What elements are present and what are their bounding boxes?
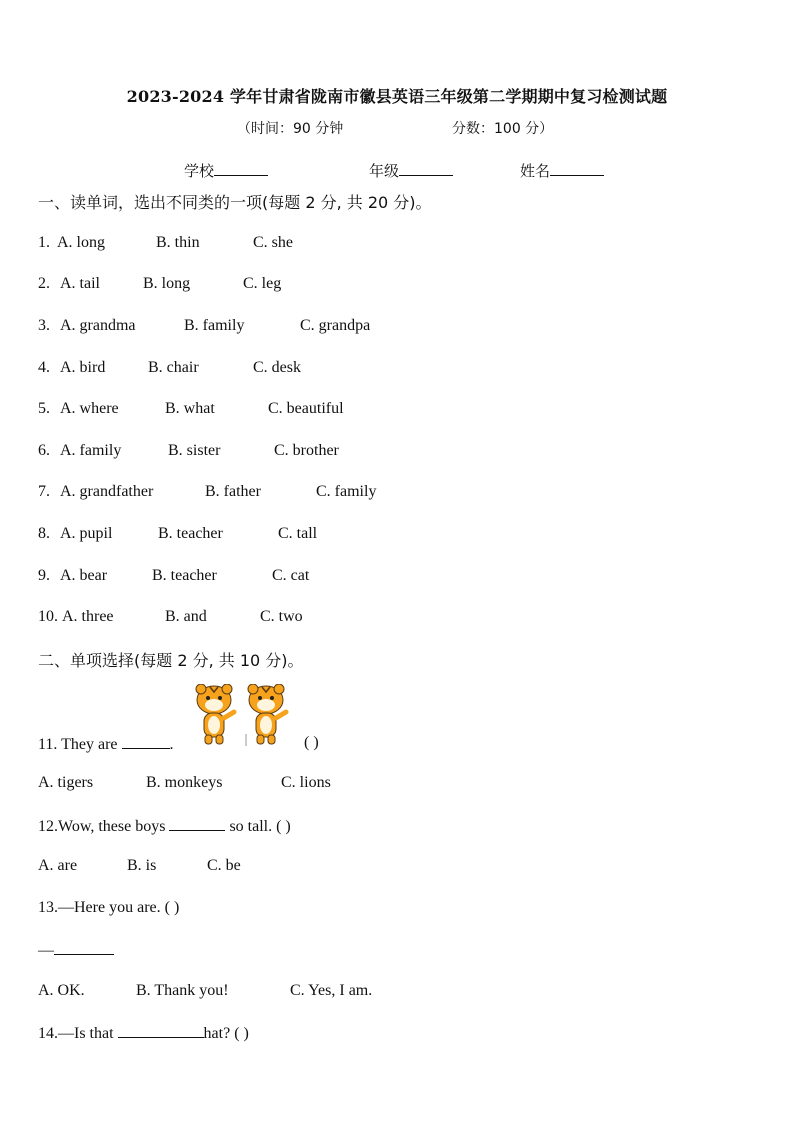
option-a[interactable]: A. long xyxy=(57,234,105,251)
option-c[interactable]: C. desk xyxy=(253,359,301,376)
option-b[interactable]: B. long xyxy=(143,275,191,292)
option-b[interactable]: B. teacher xyxy=(152,567,217,584)
question-number: 6. xyxy=(38,442,50,459)
option-b[interactable]: B. family xyxy=(184,317,245,334)
option-b[interactable]: B. father xyxy=(205,483,261,500)
school-label: 学校 xyxy=(184,162,215,180)
question-number: 8. xyxy=(38,525,50,542)
q14-blank[interactable] xyxy=(118,1023,204,1038)
option-c[interactable]: C. she xyxy=(253,234,293,251)
school-field xyxy=(184,160,268,181)
grade-label: 年级 xyxy=(369,162,400,180)
option-c[interactable]: C. family xyxy=(316,483,377,500)
q13-response-line: — xyxy=(38,940,114,960)
option-b[interactable]: B. what xyxy=(165,400,215,417)
option-a[interactable]: A. pupil xyxy=(60,525,113,542)
option-b[interactable]: B. chair xyxy=(148,359,199,376)
option-a[interactable]: A. grandma xyxy=(60,317,136,334)
option-a[interactable]: A. where xyxy=(60,400,119,417)
q11-option-b[interactable]: B. monkeys xyxy=(146,774,223,791)
option-b[interactable]: B. and xyxy=(165,608,207,625)
option-c[interactable]: C. cat xyxy=(272,567,310,584)
option-c[interactable]: C. brother xyxy=(274,442,339,459)
q12-option-b[interactable]: B. is xyxy=(127,857,157,874)
q12-option-c[interactable]: C. be xyxy=(207,857,241,874)
total-score: 分数：100 分） xyxy=(452,121,554,137)
page-title: 2023-2024 学年甘肃省陇南市徽县英语三年级第二学期期中复习检测试题 xyxy=(126,87,668,106)
q12-option-a[interactable]: A. are xyxy=(38,857,78,874)
option-a[interactable]: A. grandfather xyxy=(60,483,154,500)
question-number: 7. xyxy=(38,483,50,500)
question-number: 1. xyxy=(38,234,50,251)
q11-option-c[interactable]: C. lions xyxy=(281,774,331,791)
option-c[interactable]: C. grandpa xyxy=(300,317,371,334)
q14-text: 14.—Is that hat? ( ) xyxy=(38,1025,249,1042)
option-b[interactable]: B. teacher xyxy=(158,525,223,542)
question-number: 10. xyxy=(38,608,58,625)
q13-option-a[interactable]: A. OK. xyxy=(38,982,85,999)
tigers-illustration xyxy=(192,684,292,748)
q13-text: 13.—Here you are. ( ) xyxy=(38,899,180,916)
option-a[interactable]: A. bird xyxy=(60,359,106,376)
q11-blank[interactable] xyxy=(122,734,170,749)
q12-blank[interactable] xyxy=(169,816,225,831)
school-blank[interactable] xyxy=(214,160,268,176)
name-blank[interactable] xyxy=(550,160,604,176)
q11-option-a[interactable]: A. tigers xyxy=(38,774,94,791)
option-c[interactable]: C. two xyxy=(260,608,303,625)
q13-blank[interactable] xyxy=(54,940,114,955)
option-b[interactable]: B. sister xyxy=(168,442,221,459)
grade-blank[interactable] xyxy=(399,160,453,176)
question-number: 2. xyxy=(38,275,50,292)
name-field xyxy=(520,160,604,181)
option-a[interactable]: A. tail xyxy=(60,275,100,292)
question-number: 9. xyxy=(38,567,50,584)
time-limit: （时间：90 分钟 xyxy=(237,121,344,137)
q13-option-c[interactable]: C. Yes, I am. xyxy=(290,982,373,999)
q12-text: 12.Wow, these boys so tall. ( ) xyxy=(38,818,291,835)
option-a[interactable]: A. bear xyxy=(60,567,108,584)
question-number: 4. xyxy=(38,359,50,376)
option-a[interactable]: A. family xyxy=(60,442,122,459)
grade-field xyxy=(369,160,453,181)
question-number: 3. xyxy=(38,317,50,334)
tiger-icon xyxy=(196,684,234,744)
option-a[interactable]: A. three xyxy=(62,608,114,625)
question-number: 5. xyxy=(38,400,50,417)
q11-answer-paren: ( ) xyxy=(304,734,319,751)
section-1-heading: 一、读单词，选出不同类的一项(每题 2 分, 共 20 分)。 xyxy=(38,193,432,212)
option-c[interactable]: C. leg xyxy=(243,275,282,292)
tiger-icon xyxy=(248,684,286,744)
q13-option-b[interactable]: B. Thank you! xyxy=(136,982,229,999)
name-label: 姓名 xyxy=(520,162,551,180)
q11-text: 11. They are . xyxy=(38,736,174,753)
option-c[interactable]: C. beautiful xyxy=(268,400,344,417)
option-c[interactable]: C. tall xyxy=(278,525,318,542)
option-b[interactable]: B. thin xyxy=(156,234,200,251)
section-2-heading: 二、单项选择(每题 2 分, 共 10 分)。 xyxy=(38,651,304,670)
